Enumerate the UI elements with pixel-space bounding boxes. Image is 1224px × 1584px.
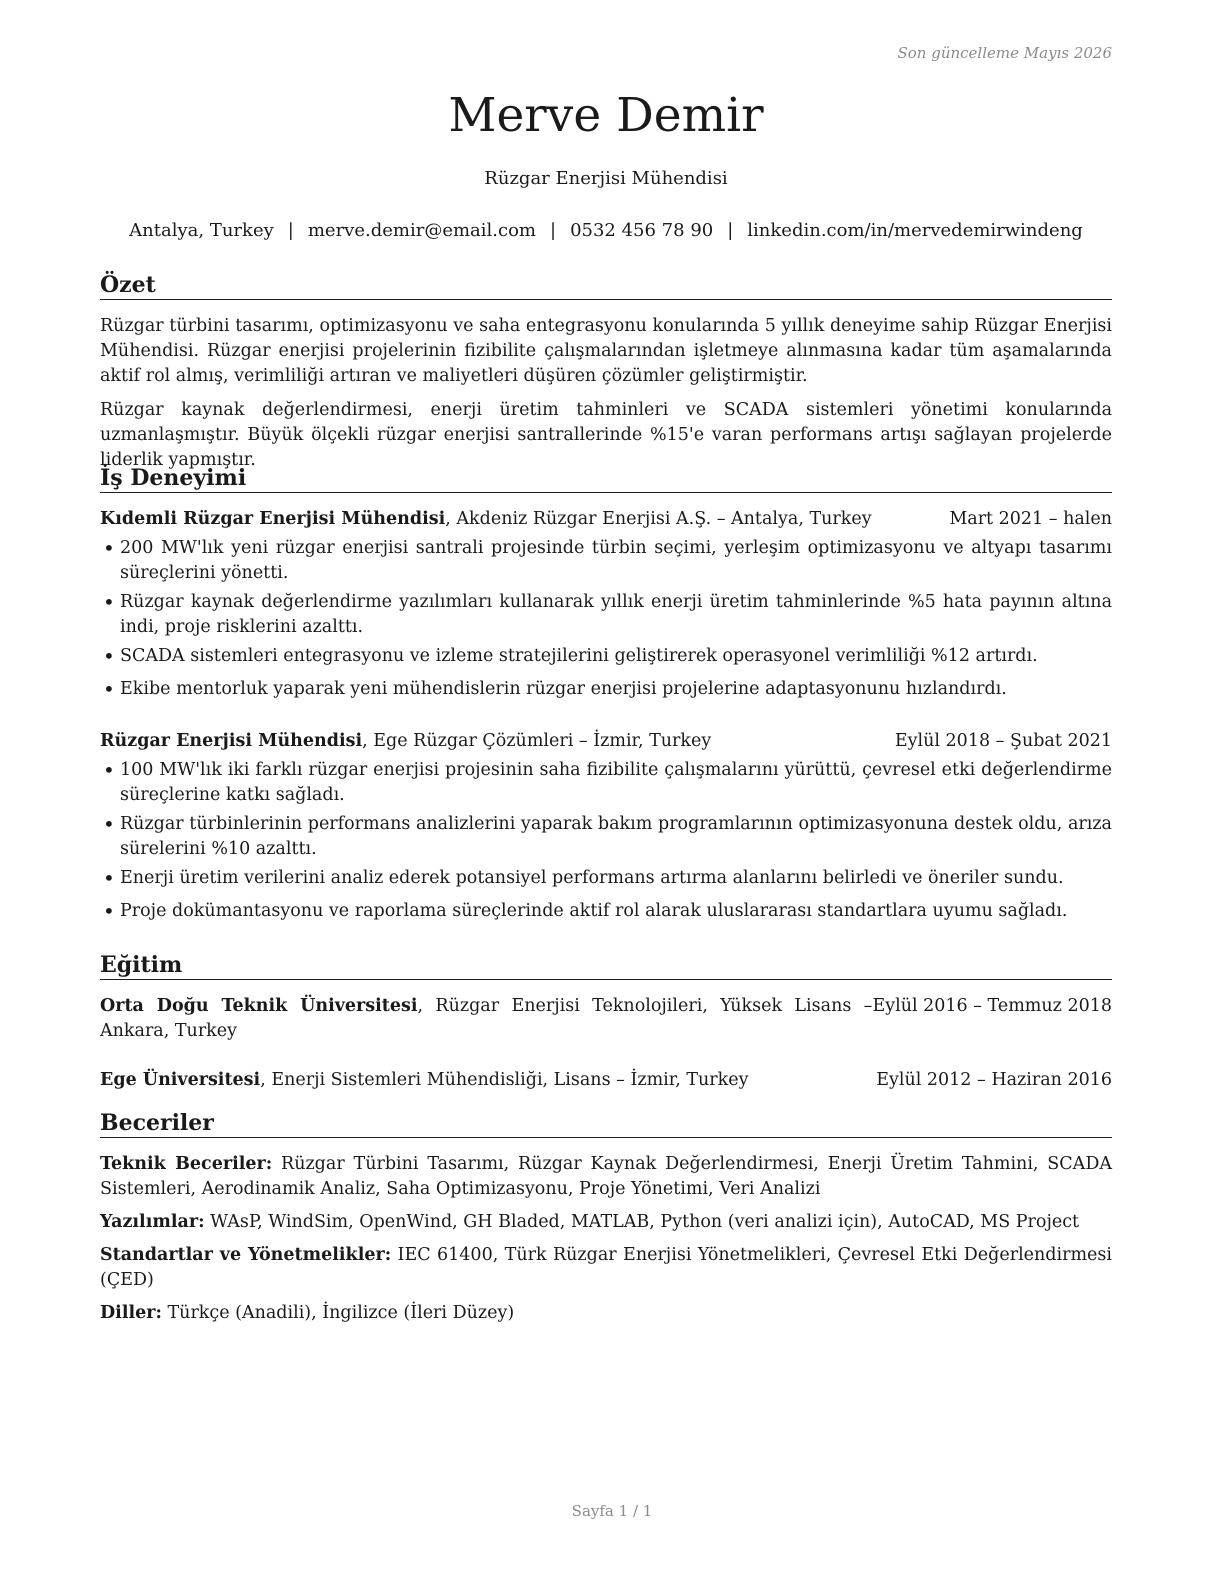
- job-role-org: [100, 729, 711, 754]
- contact-location: Antalya, Turkey: [129, 220, 274, 241]
- summary-section: [100, 271, 1112, 473]
- job-bullet: • Rüzgar kaynak değerlendirme yazılımları kullanarak yıllık enerji üretim tahminlerinde %5 hata payının altına indi, proje risklerini azalttı.: [100, 590, 1112, 640]
- skill-row: [100, 1243, 1112, 1293]
- contact-separator: |: [727, 220, 734, 241]
- skill-row: [100, 1301, 1112, 1326]
- skill-value: Türkçe (Anadili), İngilizce (İleri Düzey): [161, 1303, 515, 1323]
- job-bullet: • SCADA sistemleri entegrasyonu ve izleme stratejilerini geliştirerek operasyonel verimliliği %12 artırdı.: [100, 644, 1112, 669]
- job-dates: Mart 2021 – halen: [949, 509, 1112, 529]
- person-name: Merve Demir: [448, 88, 764, 143]
- job-role-org: [100, 507, 872, 532]
- summary-paragraph: Rüzgar kaynak değerlendirmesi, enerji üretim tahminleri ve SCADA sistemleri yönetimi konularında uzmanlaşmıştır. Büyük ölçekli rüzgar enerjisi santrallerinde %15'e varan performans artışı sağlayan projelerde liderlik yapmıştır.: [100, 400, 1112, 470]
- education-school: Ege Üniversitesi: [100, 1070, 261, 1090]
- job-title: Rüzgar Enerjisi Mühendisi: [484, 168, 728, 189]
- section-title-education: Eğitim: [100, 951, 1112, 980]
- section-title-experience: İş Deneyimi: [100, 464, 1112, 493]
- skill-label: Diller:: [100, 1303, 162, 1323]
- education-school: Orta Doğu Teknik Üniversitesi: [100, 996, 418, 1016]
- page-number: Sayfa 1 / 1: [571, 1502, 653, 1520]
- job-dates: Eylül 2018 – Şubat 2021: [894, 731, 1112, 751]
- skill-label: Yazılımlar:: [100, 1212, 205, 1232]
- job-bullet: • 200 MW'lık yeni rüzgar enerjisi santrali projesinde türbin seçimi, yerleşim optimizasyonu ve altyapı tasarımı süreçlerini yönetti.: [100, 536, 1112, 586]
- skill-row: [100, 1152, 1112, 1202]
- education-detail: , Rüzgar Enerjisi Teknolojileri, Yüksek Lisans – Ankara, Turkey: [100, 996, 873, 1041]
- skill-label: Standartlar ve Yönetmelikler:: [100, 1245, 392, 1265]
- contact-phone[interactable]: 0532 456 78 90: [570, 220, 714, 241]
- skill-value: Rüzgar Türbini Tasarımı, Rüzgar Kaynak Değerlendirmesi, Enerji Üretim Tahmini, SCADA Sistemleri, Aerodinamik Analiz, Saha Optimizasyonu, Proje Yönetimi, Veri Analizi: [100, 1154, 1112, 1199]
- job-header: [100, 507, 1112, 532]
- skill-row: [100, 1210, 1112, 1235]
- skill-value: WAsP, WindSim, OpenWind, GH Bladed, MATLAB, Python (veri analizi için), AutoCAD, MS Project: [204, 1212, 1080, 1232]
- skill-label: Teknik Beceriler:: [100, 1154, 273, 1174]
- education-dates: Eylül 2012 – Haziran 2016: [876, 1070, 1112, 1090]
- section-title-summary: Özet: [100, 271, 1112, 300]
- contact-email[interactable]: merve.demir@email.com: [307, 220, 536, 241]
- job-bullets: [100, 758, 1112, 924]
- summary-paragraph: Rüzgar türbini tasarımı, optimizasyonu ve saha entegrasyonu konularında 5 yıllık deneyime sahip Rüzgar Enerjisi Mühendisi. Rüzgar enerjisi projelerinin fizibilite çalışmalarından işletmeye alınmasına kadar tüm aşamalarında aktif rol almış, verimliliği artıran ve maliyetleri düşüren çözümler geliştirmiştir.: [100, 316, 1112, 386]
- job-role: Kıdemli Rüzgar Enerjisi Mühendisi: [100, 509, 446, 529]
- contact-separator: |: [550, 220, 557, 241]
- job-bullet: • Proje dokümantasyonu ve raporlama süreçlerinde aktif rol alarak uluslararası standartlara uyumu sağladı.: [100, 899, 1112, 924]
- job-bullet: • 100 MW'lık iki farklı rüzgar enerjisi projesinin saha fizibilite çalışmalarını yürüttü, çevresel etki değerlendirme süreçlerine katkı sağladı.: [100, 758, 1112, 808]
- job-bullet: • Enerji üretim verilerini analiz ederek potansiyel performans artırma alanlarını belirledi ve öneriler sundu.: [100, 866, 1112, 891]
- contact-separator: |: [287, 220, 294, 241]
- job-bullet: • Rüzgar türbinlerinin performans analizlerini yaparak bakım programlarının optimizasyonuna destek oldu, arıza sürelerini %10 azalttı.: [100, 812, 1112, 862]
- section-title-skills: Beceriler: [100, 1109, 1112, 1138]
- job-org: , Ege Rüzgar Çözümleri – İzmir, Turkey: [362, 731, 712, 751]
- job-bullets: [100, 536, 1112, 702]
- skill-value: IEC 61400, Türk Rüzgar Enerjisi Yönetmelikleri, Çevresel Etki Değerlendirmesi (ÇED): [100, 1245, 1112, 1290]
- skills-section: [100, 1109, 1112, 1326]
- contact-line: [100, 219, 1112, 243]
- last-updated: Son güncelleme Mayıs 2026: [897, 44, 1112, 62]
- education-detail: , Enerji Sistemleri Mühendisliği, Lisans – İzmir, Turkey: [260, 1070, 749, 1090]
- education-school-detail: [100, 994, 872, 1044]
- job-bullet: • Ekibe mentorluk yaparak yeni mühendislerin rüzgar enerjisi projelerine adaptasyonunu hızlandırdı.: [100, 677, 1112, 702]
- job-role: Rüzgar Enerjisi Mühendisi: [100, 731, 363, 751]
- job-header: [100, 729, 1112, 754]
- education-dates: Eylül 2016 – Temmuz 2018: [872, 996, 1112, 1016]
- education-section: [100, 951, 1112, 1093]
- education-item: [100, 1068, 1112, 1093]
- job-org: , Akdeniz Rüzgar Enerjisi A.Ş. – Antalya, Turkey: [445, 509, 872, 529]
- education-item: [100, 994, 1112, 1044]
- education-school-detail: [100, 1068, 749, 1093]
- contact-linkedin[interactable]: linkedin.com/in/mervedemirwindeng: [747, 220, 1083, 241]
- experience-section: [100, 464, 1112, 924]
